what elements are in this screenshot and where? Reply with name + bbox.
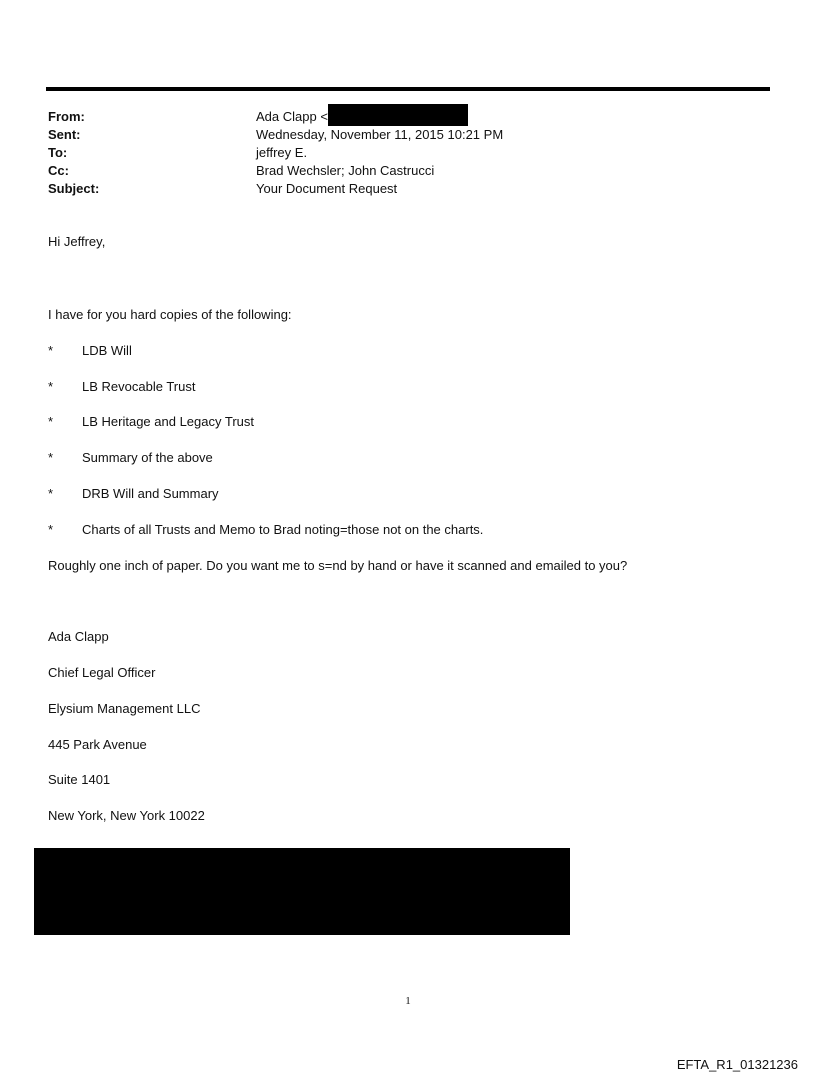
header-divider <box>46 87 770 91</box>
sent-row <box>48 126 768 144</box>
document-id: EFTA_R1_01321236 <box>676 1057 798 1072</box>
redacted-email <box>328 104 468 126</box>
subject-value: Your Document Request <box>256 181 398 196</box>
signature-city: New York, New York 10022 <box>48 808 205 823</box>
closing-text: Roughly one inch of paper. Do you want me to s=nd by hand or have it scanned and emailed to you? <box>48 558 628 573</box>
from-label: From: <box>48 109 85 124</box>
bullet-marker: * <box>48 343 54 358</box>
from-value <box>256 108 468 126</box>
redaction-block <box>34 848 570 935</box>
sent-value: Wednesday, November 11, 2015 10:21 PM <box>256 127 504 142</box>
bullet-marker: * <box>48 414 54 429</box>
cc-label: Cc: <box>48 163 69 178</box>
bullet-marker: * <box>48 522 54 537</box>
list-item: Charts of all Trusts and Memo to Brad noting=those not on the charts. <box>82 522 484 537</box>
to-label: To: <box>48 145 68 160</box>
from-row <box>48 108 768 126</box>
from-name: Ada Clapp < <box>256 109 328 124</box>
subject-row <box>48 180 768 198</box>
list-item: LDB Will <box>82 343 132 358</box>
list-item: LB Heritage and Legacy Trust <box>82 414 254 429</box>
subject-label: Subject: <box>48 181 100 196</box>
signature-name: Ada Clapp <box>48 629 109 644</box>
bullet-marker: * <box>48 379 54 394</box>
bullet-marker: * <box>48 450 54 465</box>
intro-text: I have for you hard copies of the following: <box>48 307 292 322</box>
page-number: 1 <box>405 995 411 1007</box>
cc-value: Brad Wechsler; John Castrucci <box>256 163 435 178</box>
signature-suite: Suite 1401 <box>48 772 111 787</box>
signature-street: 445 Park Avenue <box>48 737 147 752</box>
list-item: LB Revocable Trust <box>82 379 196 394</box>
cc-row <box>48 162 768 180</box>
signature-company: Elysium Management LLC <box>48 701 201 716</box>
to-value: jeffrey E. <box>256 145 308 160</box>
signature-title: Chief Legal Officer <box>48 665 156 680</box>
to-row <box>48 144 768 162</box>
list-item: DRB Will and Summary <box>82 486 219 501</box>
email-header <box>48 108 768 198</box>
sent-label: Sent: <box>48 127 81 142</box>
bullet-marker: * <box>48 486 54 501</box>
list-item: Summary of the above <box>82 450 213 465</box>
greeting: Hi Jeffrey, <box>48 234 106 249</box>
